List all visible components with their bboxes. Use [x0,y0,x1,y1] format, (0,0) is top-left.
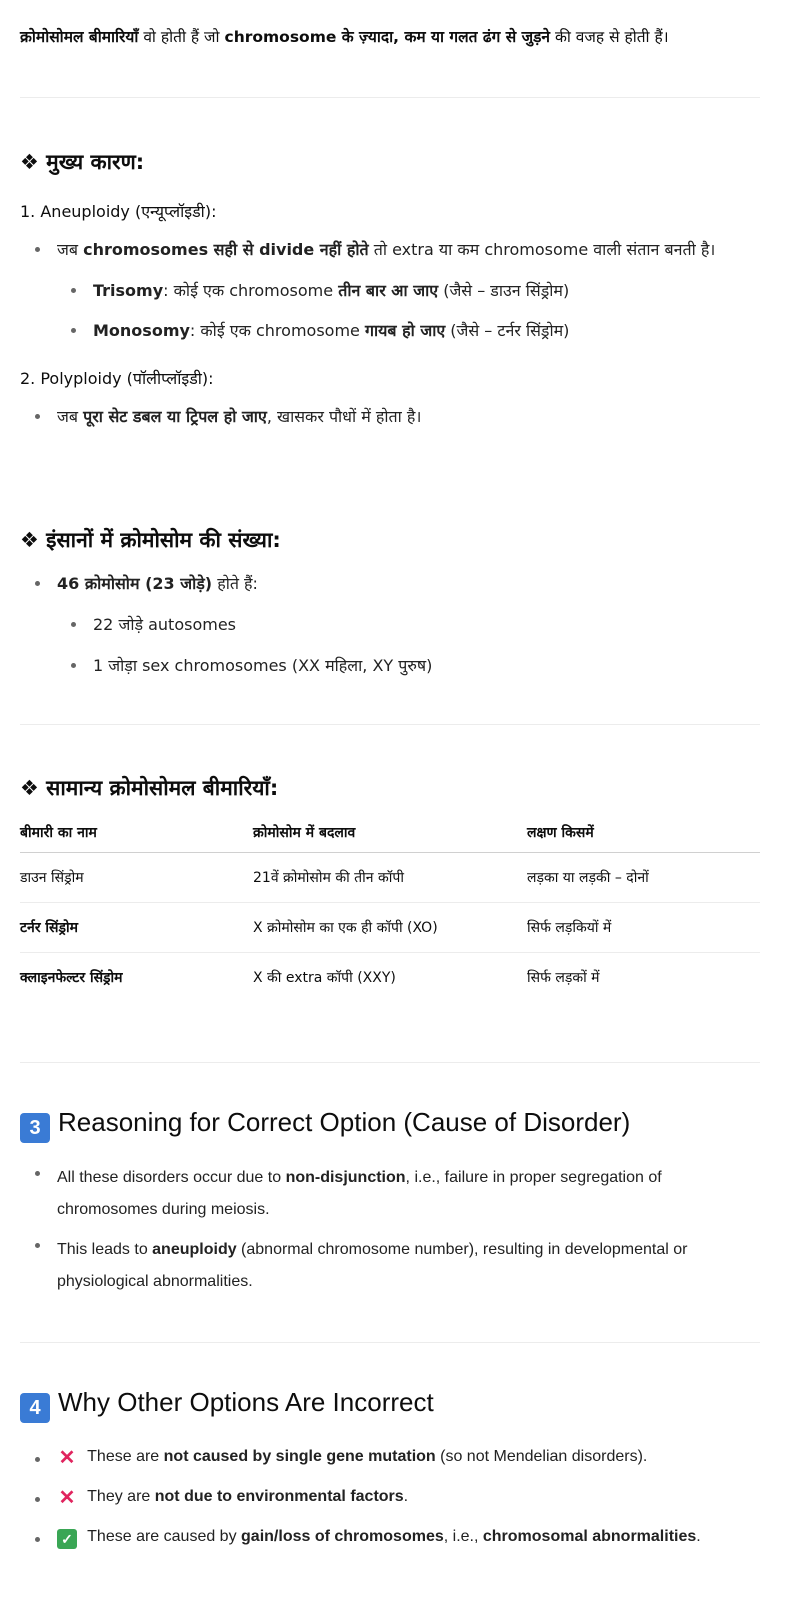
incorrect-bullet-2: ✕ They are not due to environmental factors. [58,1487,409,1509]
table-cell: X की extra कॉपी (XXY) [253,969,396,986]
table-cell: क्लाइनफेल्टर सिंड्रोम [20,969,123,986]
column-header-affected: लक्षण किसमें [527,817,760,853]
intro-paragraph [20,25,669,47]
table-cell: 21वें क्रोमोसोम की तीन कॉपी [253,853,527,903]
intro-text-4: की वजह से होती हैं। [550,28,669,46]
reasoning-bullet-2: This leads to aneuploidy (abnormal chromosome number), resulting in developmental or physiological abnormalities. [57,1234,737,1298]
incorrect-heading [20,1387,434,1423]
column-header-change: क्रोमोसोम में बदलाव [253,817,527,853]
human-bullet: 46 क्रोमोसोम (23 जोड़े) होते हैं: [57,574,258,593]
divider [20,1342,760,1343]
table-row [20,903,760,953]
keycap-4-icon: 4 [20,1393,50,1423]
divider [20,724,760,725]
autosomes-bullet: 22 जोड़े autosomes [93,615,237,634]
human-heading: ❖ इंसानों में क्रोमोसोम की संख्या: [20,528,281,552]
reasoning-bullet-1: All these disorders occur due to non-disjunction, i.e., failure in proper segregation of chromosomes during meiosis. [57,1162,737,1226]
table-row [20,853,760,903]
trisomy-bullet: Trisomy: कोई एक chromosome तीन बार आ जाए (जैसे – डाउन सिंड्रोम) [93,281,570,300]
monosomy-bullet: Monosomy: कोई एक chromosome गायब हो जाए (जैसे – टर्नर सिंड्रोम) [93,321,570,340]
sex-chromosomes-bullet: 1 जोड़ा sex chromosomes (XX महिला, XY पुरुष) [93,656,433,675]
incorrect-bullet-1: ✕ These are not caused by single gene mutation (so not Mendelian disorders). [58,1447,648,1469]
incorrect-title: Why Other Options Are Incorrect [58,1387,434,1417]
table-heading: ❖ सामान्य क्रोमोसोमल बीमारियाँ: [20,776,279,800]
cross-mark-icon: ✕ [58,1447,76,1469]
polyploidy-title: 2. Polyploidy (पॉलीप्लॉइडी): [20,369,214,388]
incorrect-bullet-3: ✓ These are caused by gain/loss of chromosomes, i.e., chromosomal abnormalities. [57,1528,701,1549]
table-cell: X क्रोमोसोम का एक ही कॉपी (XO) [253,903,527,953]
check-mark-icon: ✓ [57,1529,77,1549]
reasoning-heading [20,1107,630,1143]
table-cell: डाउन सिंड्रोम [20,853,253,903]
intro-text-2: वो होती हैं जो [138,28,225,46]
disorders-table [20,817,760,1002]
polyploidy-bullet: जब पूरा सेट डबल या ट्रिपल हो जाए, खासकर पौधों में होता है। [57,407,422,426]
aneuploidy-bullet: जब chromosomes सही से divide नहीं होते तो extra या कम chromosome वाली संतान बनती है। [57,240,716,259]
intro-bold-1: क्रोमोसोमल बीमारियाँ [20,28,139,46]
aneuploidy-title: 1. Aneuploidy (एन्यूप्लॉइडी): [20,202,217,221]
divider [20,1062,760,1063]
table-row [20,953,760,1003]
table-cell: लड़का या लड़की – दोनों [527,853,760,903]
reasoning-title: Reasoning for Correct Option (Cause of Disorder) [58,1107,631,1137]
cross-mark-icon: ✕ [58,1487,76,1509]
table-cell: सिर्फ लड़कों में [527,969,600,986]
causes-heading: ❖ मुख्य कारण: [20,150,145,174]
table-header-row [20,817,760,853]
table-cell: टर्नर सिंड्रोम [20,903,253,953]
keycap-3-icon: 3 [20,1113,50,1143]
column-header-name: बीमारी का नाम [20,817,253,853]
table-cell: सिर्फ लड़कियों में [527,903,760,953]
intro-bold-3: chromosome के ज़्यादा, कम या गलत ढंग से जुड़ने [224,28,551,46]
divider [20,97,760,98]
